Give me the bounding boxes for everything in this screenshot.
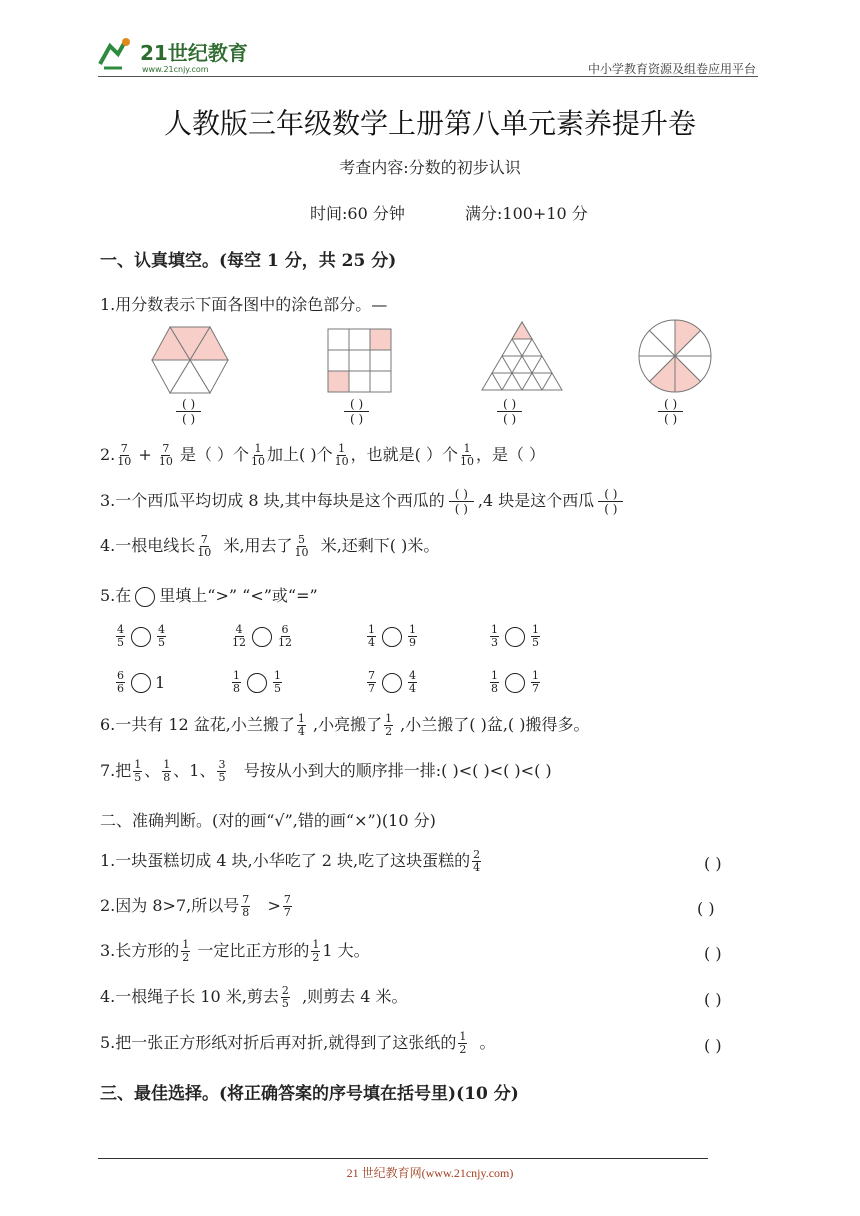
compare-circle-input[interactable] <box>247 673 267 693</box>
platform-label: 中小学教育资源及组卷应用平台 <box>587 62 756 76</box>
s1-question-5: 5.在 里填上“>” “<”或“=” <box>100 586 318 605</box>
compare-item: $\frac{1}{4}$ $\frac{1}{9}$ <box>368 623 416 649</box>
s2-answer-4[interactable]: ( ) <box>704 990 722 1009</box>
page-title: 人教版三年级数学上册第八单元素养提升卷 <box>163 107 696 140</box>
s1-question-3: 3.一个西瓜平均切成 8 块,其中每块是这个西瓜的 $\frac{( )}{( )}$ ,4 块是这个西瓜 $\frac{( )}{( )}$ <box>100 487 627 516</box>
section3-heading: 三、最佳选择。(将正确答案的序号填在括号里)(10 分) <box>100 1084 519 1104</box>
compare-circle-input[interactable] <box>131 673 151 693</box>
answer-fraction-3[interactable]: $\frac{( )}{( )}$ <box>493 397 526 426</box>
compare-circle-input[interactable] <box>382 673 402 693</box>
circle-figure <box>637 318 713 394</box>
s1-question-6: 6.一共有 12 盆花,小兰搬了 $\frac{1}{4}$ ,小亮搬了 $\frac{1}{2}$ ,小兰搬了( )盆,( )搬得多。 <box>100 712 590 738</box>
compare-item: $\frac{1}{8}$ $\frac{1}{7}$ <box>491 669 539 695</box>
grid-figure <box>327 328 393 394</box>
answer-fraction-1[interactable]: $\frac{( )}{( )}$ <box>172 397 205 426</box>
full-mark: 满分:100+10 分 <box>465 204 588 223</box>
footer-divider <box>98 1158 708 1159</box>
hexagon-figure <box>150 325 230 395</box>
footer-text: 21 世纪教育网(www.21cnjy.com) <box>346 1166 514 1180</box>
compare-item: $\frac{4}{5}$ $\frac{4}{5}$ <box>117 623 165 649</box>
s2-question-3: 3.长方形的 $\frac{1}{2}$ 一定比正方形的 $\frac{1}{2}$ 1 大。 <box>100 938 370 964</box>
compare-circle-input[interactable] <box>505 673 525 693</box>
compare-circle-input[interactable] <box>131 627 151 647</box>
compare-circle-input[interactable] <box>505 627 525 647</box>
compare-item: $\frac{7}{7}$ $\frac{4}{4}$ <box>368 669 416 695</box>
s2-answer-5[interactable]: ( ) <box>704 1036 722 1055</box>
compare-item: $\frac{1}{3}$ $\frac{1}{5}$ <box>491 623 539 649</box>
triangle-figure <box>480 320 564 392</box>
answer-fraction-4[interactable]: $\frac{( )}{( )}$ <box>654 397 687 426</box>
compare-circle-icon <box>135 587 155 607</box>
compare-circle-input[interactable] <box>252 627 272 647</box>
answer-fraction-2[interactable]: $\frac{( )}{( )}$ <box>340 397 373 426</box>
s2-answer-3[interactable]: ( ) <box>704 944 722 963</box>
section2-heading: 二、准确判断。(对的画“√”,错的画“×”)(10 分) <box>100 811 436 830</box>
time-limit: 时间:60 分钟 <box>310 204 405 223</box>
s2-answer-1[interactable]: ( ) <box>704 854 722 873</box>
compare-circle-input[interactable] <box>382 627 402 647</box>
s1-question-1: 1.用分数表示下面各图中的涂色部分。— <box>100 295 388 314</box>
page-subtitle: 考查内容:分数的初步认识 <box>339 158 521 177</box>
s1-question-7: 7.把 $\frac{1}{5}$ 、 $\frac{1}{8}$ 、1、 $\frac{3}{5}$ 号按从小到大的顺序排一排:( )<( )<( )<( ) <box>100 758 552 784</box>
compare-item: $\frac{4}{12}$ $\frac{6}{12}$ <box>232 623 292 649</box>
section1-heading: 一、认真填空。(每空 1 分，共 25 分) <box>100 251 397 271</box>
header-divider <box>98 76 758 77</box>
s2-answer-2[interactable]: ( ) <box>697 899 715 918</box>
s2-question-4: 4.一根绳子长 10 米,剪去 $\frac{2}{5}$ ,则剪去 4 米。 <box>100 984 408 1010</box>
s2-question-1: 1.一块蛋糕切成 4 块,小华吃了 2 块,吃了这块蛋糕的 $\frac{2}{4}$ <box>100 848 481 874</box>
site-logo <box>96 34 266 78</box>
svg-text:21世纪教育: 21世纪教育 <box>140 41 248 65</box>
s2-question-5: 5.把一张正方形纸对折后再对折,就得到了这张纸的 $\frac{1}{2}$ 。 <box>100 1030 496 1056</box>
s1-question-4: 4.一根电线长 $\frac{7}{10}$ 米,用去了 $\frac{5}{10}$ 米,还剩下( )米。 <box>100 533 440 559</box>
svg-text:www.21cnjy.com: www.21cnjy.com <box>142 65 209 74</box>
s2-question-2: 2.因为 8>7,所以号 $\frac{7}{8}$ > $\frac{7}{7}$ <box>100 893 291 919</box>
compare-item: $\frac{6}{6}$ 1 <box>117 669 166 695</box>
compare-item: $\frac{1}{8}$ $\frac{1}{5}$ <box>233 669 281 695</box>
s1-question-2: 2. $\frac{7}{10}$ + $\frac{7}{10}$ 是（ ）个 $\frac{1}{10}$ 加上( )个 $\frac{1}{10}$ ，也就是( ）个 $\frac{1}{10}$ ，是（ ） <box>100 442 546 468</box>
